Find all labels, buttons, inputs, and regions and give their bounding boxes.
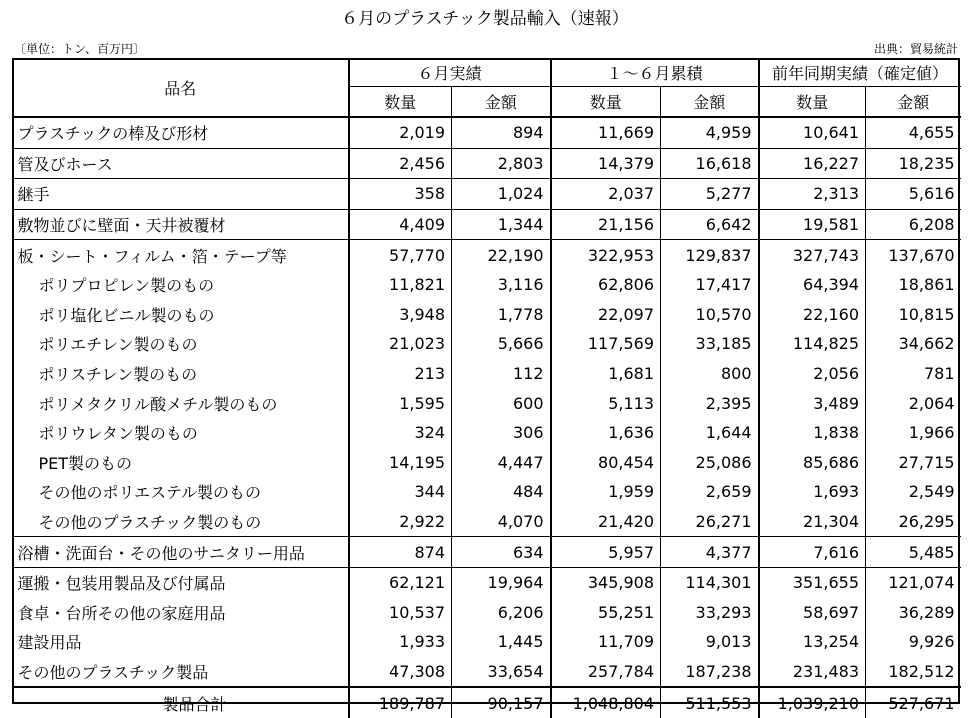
- amount-cell: 18,861: [866, 270, 961, 300]
- amount-cell: 2,803: [452, 148, 551, 179]
- amount-cell: 306: [452, 418, 551, 448]
- amount-cell: 18,235: [866, 148, 961, 179]
- amount-cell: 6,208: [866, 209, 961, 240]
- amount-cell: 2,659: [661, 477, 759, 507]
- page-title: ６月のプラスチック製品輸入（速報）: [341, 9, 629, 29]
- item-name: PET製のもの: [38, 453, 133, 473]
- amount-cell: 19,964: [452, 567, 551, 597]
- table-row: [13, 448, 961, 478]
- table-row: [13, 359, 961, 389]
- quantity-cell: 1,595: [349, 388, 452, 418]
- item-name: ポリスチレン製のもの: [38, 365, 198, 385]
- item-name: 継手: [13, 179, 349, 210]
- quantity-cell: 114,825: [759, 329, 866, 359]
- quantity-cell: 1,681: [551, 359, 661, 389]
- table-row: [13, 477, 961, 507]
- quantity-cell: 2,456: [349, 148, 452, 179]
- quantity-cell: 2,056: [759, 359, 866, 389]
- amount-cell: 90,157: [452, 687, 551, 718]
- item-name: その他のプラスチック製のもの: [38, 513, 262, 533]
- item-name: ポリ塩化ビニル製のもの: [38, 305, 215, 325]
- item-name: その他のプラスチック製品: [17, 662, 209, 682]
- quantity-cell: 2,922: [349, 507, 452, 537]
- quantity-cell: 345,908: [551, 567, 661, 597]
- table-row: [13, 209, 961, 240]
- amount-cell: 634: [452, 537, 551, 568]
- table-row: [13, 598, 961, 628]
- table-row: [13, 270, 961, 300]
- header-quantity: 数量: [551, 87, 661, 118]
- quantity-cell: 10,641: [759, 117, 866, 148]
- quantity-cell: 874: [349, 537, 452, 568]
- amount-cell: 22,190: [452, 240, 551, 270]
- amount-cell: 129,837: [661, 240, 759, 270]
- quantity-cell: 47,308: [349, 657, 452, 688]
- amount-cell: 10,570: [661, 300, 759, 330]
- quantity-cell: 322,953: [551, 240, 661, 270]
- quantity-cell: 231,483: [759, 657, 866, 688]
- amount-cell: 6,206: [452, 598, 551, 628]
- quantity-cell: 55,251: [551, 598, 661, 628]
- quantity-cell: 22,097: [551, 300, 661, 330]
- amount-cell: 26,271: [661, 507, 759, 537]
- quantity-cell: 58,697: [759, 598, 866, 628]
- amount-cell: 3,116: [452, 270, 551, 300]
- amount-cell: 6,642: [661, 209, 759, 240]
- item-name: ポリウレタン製のもの: [38, 424, 198, 444]
- amount-cell: 2,395: [661, 388, 759, 418]
- quantity-cell: 1,693: [759, 477, 866, 507]
- amount-cell: 16,618: [661, 148, 759, 179]
- table-row: [13, 567, 961, 597]
- table-row: [13, 537, 961, 568]
- amount-cell: 600: [452, 388, 551, 418]
- quantity-cell: 13,254: [759, 627, 866, 657]
- item-name: ポリプロピレン製のもの: [38, 276, 215, 296]
- quantity-cell: 3,489: [759, 388, 866, 418]
- quantity-cell: 14,195: [349, 448, 452, 478]
- unit-note: 〔単位：トン、百万円〕: [14, 42, 146, 56]
- quantity-cell: 257,784: [551, 657, 661, 688]
- amount-cell: 114,301: [661, 567, 759, 597]
- quantity-cell: 3,948: [349, 300, 452, 330]
- amount-cell: 800: [661, 359, 759, 389]
- table-row: [13, 240, 961, 270]
- quantity-cell: 5,113: [551, 388, 661, 418]
- amount-cell: 2,064: [866, 388, 961, 418]
- amount-cell: 5,666: [452, 329, 551, 359]
- amount-cell: 36,289: [866, 598, 961, 628]
- item-name: 運搬・包装用製品及び付属品: [13, 567, 349, 597]
- quantity-cell: 1,838: [759, 418, 866, 448]
- amount-cell: 187,238: [661, 657, 759, 688]
- item-name: 建設用品: [17, 633, 82, 653]
- table-row: [13, 117, 961, 148]
- quantity-cell: 2,019: [349, 117, 452, 148]
- amount-cell: 1,966: [866, 418, 961, 448]
- quantity-cell: 11,821: [349, 270, 452, 300]
- amount-cell: 9,926: [866, 627, 961, 657]
- item-name: 敷物並びに壁面・天井被覆材: [13, 209, 349, 240]
- item-name: 板・シート・フィルム・箔・テープ等: [13, 240, 349, 270]
- quantity-cell: 351,655: [759, 567, 866, 597]
- table-row: [13, 148, 961, 179]
- amount-cell: 112: [452, 359, 551, 389]
- amount-cell: 4,447: [452, 448, 551, 478]
- item-name: ポリエチレン製のもの: [38, 335, 198, 355]
- amount-cell: 4,070: [452, 507, 551, 537]
- amount-cell: 17,417: [661, 270, 759, 300]
- amount-cell: 33,293: [661, 598, 759, 628]
- quantity-cell: 1,959: [551, 477, 661, 507]
- total-label: 製品合計: [13, 687, 349, 718]
- table-row: [13, 329, 961, 359]
- header-item-name: 品名: [13, 58, 349, 117]
- amount-cell: 4,959: [661, 117, 759, 148]
- header-quantity: 数量: [759, 87, 866, 118]
- quantity-cell: 21,304: [759, 507, 866, 537]
- quantity-cell: 324: [349, 418, 452, 448]
- amount-cell: 9,013: [661, 627, 759, 657]
- quantity-cell: 16,227: [759, 148, 866, 179]
- quantity-cell: 189,787: [349, 687, 452, 718]
- amount-cell: 4,377: [661, 537, 759, 568]
- quantity-cell: 344: [349, 477, 452, 507]
- quantity-cell: 14,379: [551, 148, 661, 179]
- amount-cell: 182,512: [866, 657, 961, 688]
- amount-cell: 1,644: [661, 418, 759, 448]
- amount-cell: 26,295: [866, 507, 961, 537]
- table-row: [13, 657, 961, 688]
- amount-cell: 894: [452, 117, 551, 148]
- source-note: 出典：貿易統計: [873, 42, 958, 56]
- quantity-cell: 117,569: [551, 329, 661, 359]
- amount-cell: 4,655: [866, 117, 961, 148]
- table-row: [13, 388, 961, 418]
- amount-cell: 5,485: [866, 537, 961, 568]
- quantity-cell: 62,121: [349, 567, 452, 597]
- quantity-cell: 358: [349, 179, 452, 210]
- header-amount: 金額: [866, 87, 961, 118]
- amount-cell: 1,445: [452, 627, 551, 657]
- amount-cell: 1,344: [452, 209, 551, 240]
- item-name: ポリメタクリル酸メチル製のもの: [38, 394, 278, 414]
- header-amount: 金額: [661, 87, 759, 118]
- item-name: 管及びホース: [13, 148, 349, 179]
- table-row: [13, 300, 961, 330]
- item-name: 浴槽・洗面台・その他のサニタリー用品: [13, 537, 349, 568]
- import-table: [12, 58, 961, 718]
- amount-cell: 137,670: [866, 240, 961, 270]
- quantity-cell: 11,669: [551, 117, 661, 148]
- header-group-june: ６月実績: [349, 58, 551, 87]
- item-name: 食卓・台所その他の家庭用品: [17, 603, 226, 623]
- amount-cell: 511,553: [661, 687, 759, 718]
- amount-cell: 25,086: [661, 448, 759, 478]
- quantity-cell: 7,616: [759, 537, 866, 568]
- table-row: [13, 627, 961, 657]
- quantity-cell: 1,636: [551, 418, 661, 448]
- amount-cell: 484: [452, 477, 551, 507]
- quantity-cell: 2,313: [759, 179, 866, 210]
- amount-cell: 5,277: [661, 179, 759, 210]
- quantity-cell: 64,394: [759, 270, 866, 300]
- total-row: [13, 687, 961, 718]
- amount-cell: 1,024: [452, 179, 551, 210]
- amount-cell: 33,654: [452, 657, 551, 688]
- quantity-cell: 5,957: [551, 537, 661, 568]
- quantity-cell: 2,037: [551, 179, 661, 210]
- quantity-cell: 1,039,210: [759, 687, 866, 718]
- table-row: [13, 179, 961, 210]
- quantity-cell: 10,537: [349, 598, 452, 628]
- amount-cell: 1,778: [452, 300, 551, 330]
- header-amount: 金額: [452, 87, 551, 118]
- quantity-cell: 213: [349, 359, 452, 389]
- amount-cell: 527,671: [866, 687, 961, 718]
- table-row: [13, 507, 961, 537]
- amount-cell: 5,616: [866, 179, 961, 210]
- amount-cell: 121,074: [866, 567, 961, 597]
- amount-cell: 27,715: [866, 448, 961, 478]
- quantity-cell: 80,454: [551, 448, 661, 478]
- amount-cell: 10,815: [866, 300, 961, 330]
- quantity-cell: 85,686: [759, 448, 866, 478]
- quantity-cell: 19,581: [759, 209, 866, 240]
- quantity-cell: 21,420: [551, 507, 661, 537]
- header-group-prev-year: 前年同期実績（確定値）: [759, 58, 961, 87]
- header-quantity: 数量: [349, 87, 452, 118]
- item-name: プラスチックの棒及び形材: [13, 117, 349, 148]
- amount-cell: 33,185: [661, 329, 759, 359]
- quantity-cell: 4,409: [349, 209, 452, 240]
- quantity-cell: 57,770: [349, 240, 452, 270]
- item-name: その他のポリエステル製のもの: [38, 483, 262, 503]
- quantity-cell: 1,933: [349, 627, 452, 657]
- table-row: [13, 418, 961, 448]
- amount-cell: 34,662: [866, 329, 961, 359]
- quantity-cell: 327,743: [759, 240, 866, 270]
- amount-cell: 2,549: [866, 477, 961, 507]
- quantity-cell: 1,048,804: [551, 687, 661, 718]
- amount-cell: 781: [866, 359, 961, 389]
- quantity-cell: 11,709: [551, 627, 661, 657]
- quantity-cell: 62,806: [551, 270, 661, 300]
- quantity-cell: 22,160: [759, 300, 866, 330]
- quantity-cell: 21,023: [349, 329, 452, 359]
- header-group-cumulative: １～６月累積: [551, 58, 759, 87]
- quantity-cell: 21,156: [551, 209, 661, 240]
